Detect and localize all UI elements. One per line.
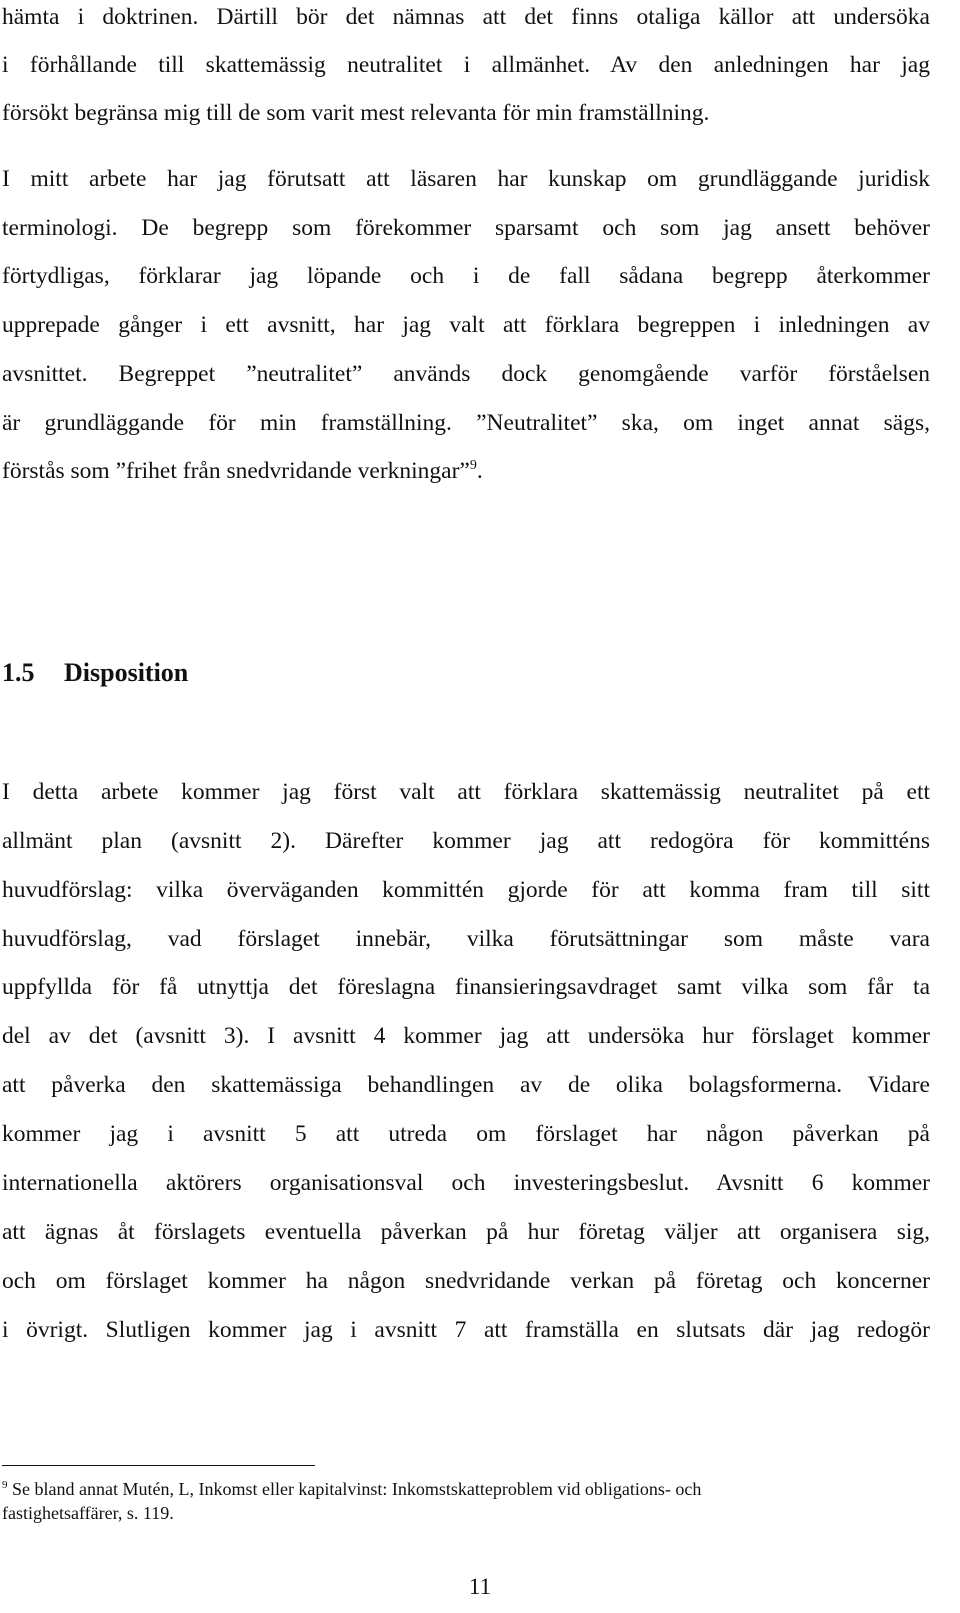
- text-line: är grundläggande för min framställning. ”Neutralitet” ska, om inget annat sägs,: [2, 410, 930, 436]
- text-line: uppfyllda för få utnyttja det föreslagna finansieringsavdraget samt vilka som får ta: [2, 974, 930, 1000]
- text-line: I detta arbete kommer jag först valt att förklara skattemässig neutralitet på ett: [2, 779, 930, 805]
- text-line: och om förslaget kommer ha någon snedvridande verkan på företag och koncerner: [2, 1268, 930, 1294]
- footnote-divider: [2, 1465, 315, 1466]
- section-title: Disposition: [64, 658, 189, 687]
- text-line: [2, 456, 930, 486]
- text-line: att påverka den skattemässiga behandlingen av de olika bolagsformerna. Vidare: [2, 1072, 930, 1098]
- text-line: kommer jag i avsnitt 5 att utreda om förslaget har någon påverkan på: [2, 1121, 930, 1147]
- text-line: i övrigt. Slutligen kommer jag i avsnitt 7 att framställa en slutsats där jag redogör: [2, 1317, 930, 1343]
- text-line: internationella aktörers organisationsval och investeringsbeslut. Avsnitt 6 kommer: [2, 1170, 930, 1196]
- section-number: 1.5: [2, 658, 35, 687]
- text-line: avsnittet. Begreppet ”neutralitet” används dock genomgående varför förståelsen: [2, 361, 930, 387]
- text-line: i förhållande till skattemässig neutralitet i allmänhet. Av den anledningen har jag: [2, 52, 930, 78]
- text-line: försökt begränsa mig till de som varit mest relevanta för min framställning.: [2, 100, 710, 126]
- text-span: förstås som ”frihet från snedvridande verkningar”: [2, 458, 470, 484]
- footnote-marker: 9: [2, 1479, 8, 1491]
- text-line: förtydligas, förklarar jag löpande och i de fall sådana begrepp återkommer: [2, 263, 930, 289]
- text-line: upprepade gånger i ett avsnitt, har jag valt att förklara begreppen i inledningen av: [2, 312, 930, 338]
- text-line: att ägnas åt förslagets eventuella påverkan på hur företag väljer att organisera sig,: [2, 1219, 930, 1245]
- text-line: hämta i doktrinen. Därtill bör det nämnas att det finns otaliga källor att undersöka: [2, 4, 930, 30]
- page-number: 11: [468, 1574, 492, 1599]
- text-line: allmänt plan (avsnitt 2). Därefter kommer jag att redogöra för kommitténs: [2, 828, 930, 854]
- text-line: huvudförslag: vilka överväganden kommittén gjorde för att komma fram till sitt: [2, 877, 930, 903]
- footnote-line: fastighetsaffärer, s. 119.: [2, 1503, 174, 1523]
- footnote-reference[interactable]: 9: [469, 458, 477, 474]
- footnote-text: Se bland annat Mutén, L, Inkomst eller kapitalvinst: Inkomstskatteproblem vid obligations- och: [12, 1479, 702, 1499]
- text-span: .: [476, 458, 483, 484]
- text-line: terminologi. De begrepp som förekommer sparsamt och som jag ansett behöver: [2, 215, 930, 241]
- footnote-line: [2, 1477, 942, 1501]
- text-line: del av det (avsnitt 3). I avsnitt 4 kommer jag att undersöka hur förslaget kommer: [2, 1023, 930, 1049]
- section-heading: [2, 656, 188, 690]
- text-line: I mitt arbete har jag förutsatt att läsaren har kunskap om grundläggande juridisk: [2, 166, 930, 192]
- text-line: huvudförslag, vad förslaget innebär, vilka förutsättningar som måste vara: [2, 926, 930, 952]
